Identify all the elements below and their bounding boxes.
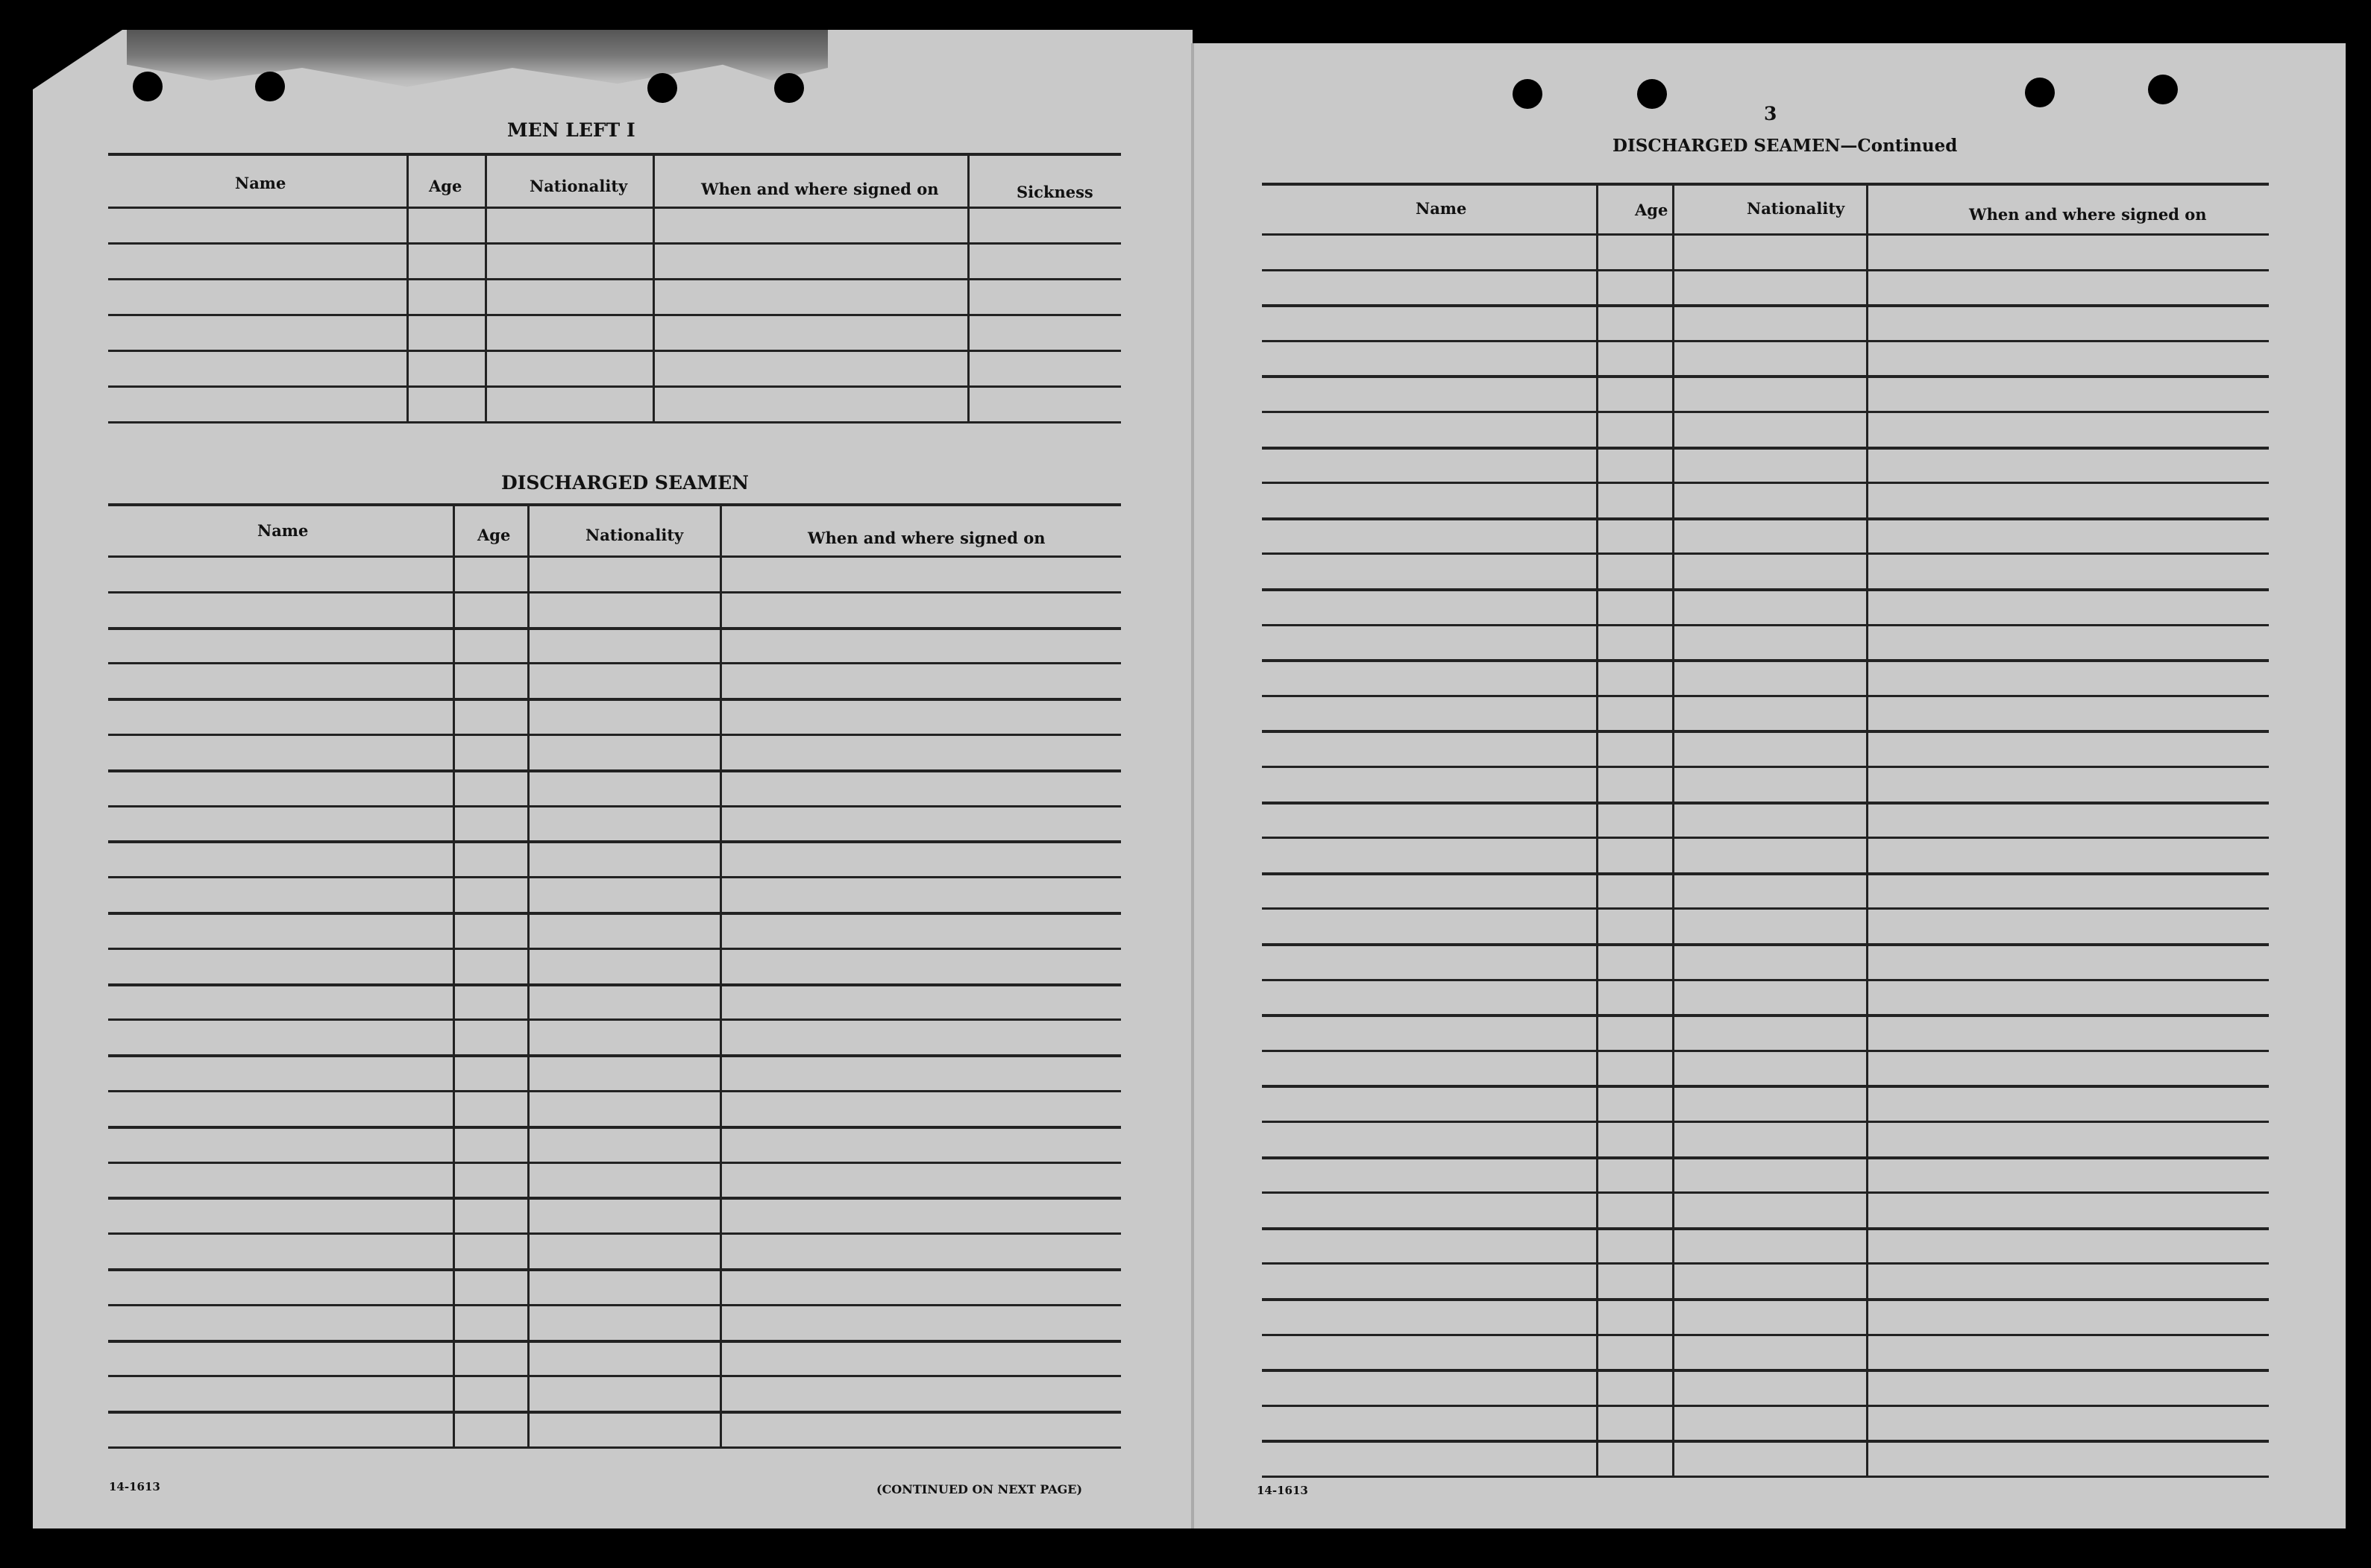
col-header-signed-on: When and where signed on xyxy=(701,180,939,198)
row-rule xyxy=(1262,1085,2269,1088)
punch-hole xyxy=(1637,79,1667,109)
page-number: 3 xyxy=(1764,103,1777,125)
form-number: 14-1613 xyxy=(1257,1484,1308,1497)
row-rule xyxy=(108,1411,1121,1414)
row-rule xyxy=(1262,340,2269,342)
row-rule xyxy=(1262,659,2269,662)
row-rule xyxy=(1262,907,2269,910)
column-rule xyxy=(453,503,455,1446)
row-rule xyxy=(108,421,1121,424)
row-rule xyxy=(108,769,1121,772)
row-rule xyxy=(108,627,1121,630)
row-rule xyxy=(1262,1191,2269,1194)
row-rule xyxy=(108,805,1121,807)
row-rule xyxy=(108,734,1121,736)
col-header-nationality: Nationality xyxy=(585,526,684,544)
row-rule xyxy=(1262,1121,2269,1123)
row-rule xyxy=(108,948,1121,950)
row-rule xyxy=(1262,183,2269,186)
row-rule xyxy=(1262,1262,2269,1265)
punch-hole xyxy=(2025,78,2055,107)
row-rule xyxy=(1262,447,2269,450)
col-header-age: Age xyxy=(429,177,462,195)
row-rule xyxy=(108,662,1121,664)
row-rule xyxy=(1262,588,2269,591)
discharged-seamen-title: DISCHARGED SEAMEN xyxy=(501,472,749,494)
row-rule xyxy=(108,1268,1121,1271)
men-left-table xyxy=(108,153,1121,447)
row-rule xyxy=(1262,411,2269,413)
col-header-nationality: Nationality xyxy=(530,177,628,195)
row-rule xyxy=(108,1126,1121,1129)
row-rule xyxy=(108,591,1121,593)
punch-hole xyxy=(647,73,677,103)
column-rule xyxy=(527,503,530,1446)
col-header-name: Name xyxy=(235,174,286,192)
row-rule xyxy=(1262,872,2269,875)
column-rule xyxy=(1672,183,1674,1476)
row-rule xyxy=(1262,766,2269,768)
row-rule xyxy=(1262,979,2269,981)
col-header-name: Name xyxy=(1416,199,1467,218)
row-rule xyxy=(108,1232,1121,1235)
row-rule xyxy=(108,1304,1121,1306)
row-rule xyxy=(108,1446,1121,1449)
row-rule xyxy=(1262,1334,2269,1336)
row-rule xyxy=(1262,1227,2269,1230)
row-rule xyxy=(1262,304,2269,307)
row-rule xyxy=(1262,1156,2269,1159)
row-rule xyxy=(1262,1050,2269,1052)
row-rule xyxy=(108,698,1121,701)
row-rule xyxy=(1262,552,2269,555)
row-rule xyxy=(1262,695,2269,697)
row-rule xyxy=(108,555,1121,558)
row-rule xyxy=(108,1375,1121,1377)
punch-hole xyxy=(133,72,163,101)
punch-hole xyxy=(774,73,804,103)
col-header-age: Age xyxy=(1635,201,1668,219)
col-header-name: Name xyxy=(257,521,309,540)
column-rule xyxy=(1596,183,1598,1476)
continued-note: (CONTINUED ON NEXT PAGE) xyxy=(876,1482,1083,1496)
col-header-sickness: Sickness xyxy=(1017,183,1093,201)
discharged-seamen-table xyxy=(108,503,1121,1473)
row-rule xyxy=(108,1162,1121,1164)
row-rule xyxy=(108,1197,1121,1200)
punch-hole xyxy=(2148,75,2178,104)
page-fold xyxy=(1191,43,1194,1528)
column-rule xyxy=(1866,183,1868,1476)
row-rule xyxy=(108,1340,1121,1343)
row-rule xyxy=(1262,730,2269,733)
top-section-title: MEN LEFT I xyxy=(507,119,635,141)
punch-hole xyxy=(255,72,285,101)
row-rule xyxy=(1262,233,2269,236)
row-rule xyxy=(108,1090,1121,1092)
row-rule xyxy=(108,983,1121,986)
row-rule xyxy=(108,1018,1121,1021)
row-rule xyxy=(1262,375,2269,378)
row-rule xyxy=(1262,837,2269,839)
column-rule xyxy=(967,153,970,421)
col-header-signed-on: When and where signed on xyxy=(808,529,1046,547)
row-rule xyxy=(108,1054,1121,1057)
row-rule xyxy=(1262,517,2269,520)
row-rule xyxy=(1262,269,2269,271)
col-header-signed-on: When and where signed on xyxy=(1969,205,2207,224)
punch-hole xyxy=(1513,79,1542,109)
form-number: 14-1613 xyxy=(109,1480,160,1493)
column-rule xyxy=(720,503,722,1446)
row-rule xyxy=(1262,624,2269,626)
row-rule xyxy=(1262,1476,2269,1478)
row-rule xyxy=(1262,802,2269,805)
row-rule xyxy=(1262,1440,2269,1443)
row-rule xyxy=(108,912,1121,915)
column-rule xyxy=(653,153,655,421)
row-rule xyxy=(1262,1405,2269,1407)
row-rule xyxy=(108,840,1121,843)
column-rule xyxy=(485,153,487,421)
col-header-nationality: Nationality xyxy=(1747,199,1845,218)
column-rule xyxy=(406,153,409,421)
row-rule xyxy=(1262,1014,2269,1017)
row-rule xyxy=(108,876,1121,878)
row-rule xyxy=(1262,1298,2269,1301)
discharged-seamen-continued-table xyxy=(1262,183,2269,1474)
discharged-seamen-continued-title: DISCHARGED SEAMEN—Continued xyxy=(1612,136,1958,156)
row-rule xyxy=(1262,1369,2269,1372)
row-rule xyxy=(108,503,1121,506)
row-rule xyxy=(1262,482,2269,484)
row-rule xyxy=(1262,943,2269,946)
col-header-age: Age xyxy=(477,526,511,544)
